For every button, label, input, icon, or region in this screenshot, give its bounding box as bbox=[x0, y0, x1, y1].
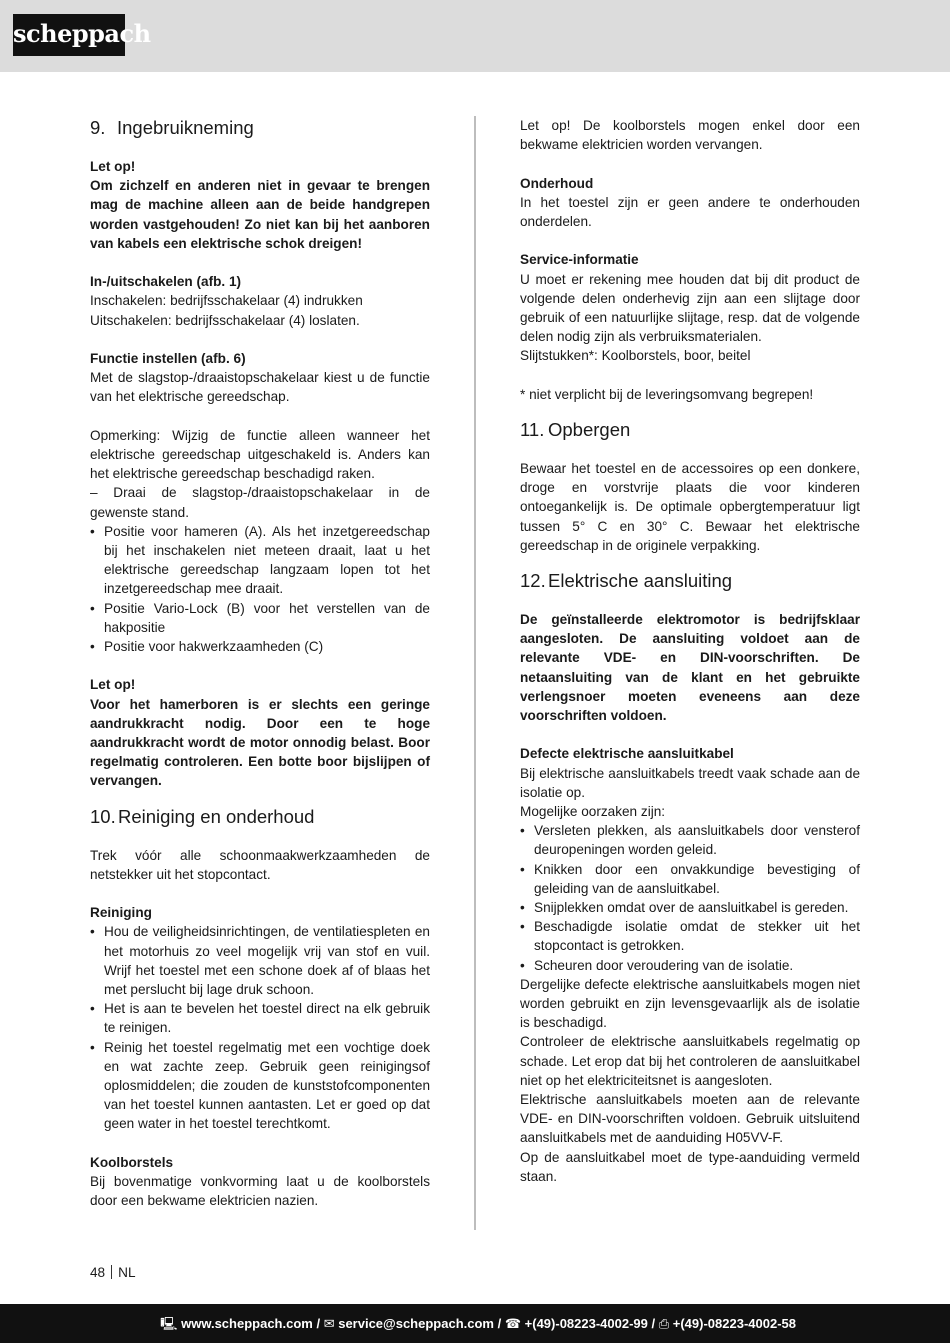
warning-text: Voor het hamerboren is er slechts een geringe aandrukkracht nodig. Door een te hoge aandrukkracht wordt de motor onnodig belast. Boor regelmatig controleren. Een botte boor bijslijpen of vervangen. bbox=[90, 696, 430, 789]
cable-paragraph: Op de aansluitkabel moet de type-aanduiding vermeld staan. bbox=[520, 1149, 860, 1184]
section-number: 11. bbox=[520, 419, 545, 440]
warning-label: Let op! bbox=[90, 159, 136, 174]
list-item: • Knikken door een onvakkundige bevestiging of geleiding van de aansluitkabel. bbox=[520, 860, 860, 898]
footer-email[interactable]: service@scheppach.com bbox=[338, 1316, 494, 1331]
connection-text: De geïnstalleerde elektromotor is bedrijfsklaar aangesloten. De aansluiting voldoet aan de relevante VDE- en DIN-voorschriften. De netaansluiting van de klant en het gebruikte verlengsnoer moeten eveneens aan deze voorschriften voldoen. bbox=[520, 612, 860, 724]
computer-icon: 🖳 bbox=[160, 1316, 178, 1331]
cable-paragraph: Elektrische aansluitkabels moeten aan de relevante VDE- en DIN-voorschriften voldoen. Gebruik uitsluitend aansluitkabels met de aanduiding H05VV-F. bbox=[520, 1092, 860, 1146]
cable-paragraph: Controleer de elektrische aansluitkabels regelmatig op schade. Let erop dat bij het controleren de aansluitkabel niet op het elektriciteitsnet is aangesloten. bbox=[520, 1034, 860, 1088]
fax-icon: ⎙ bbox=[658, 1316, 670, 1331]
list-item: • Positie Vario-Lock (B) voor het verstellen van de hakpositie bbox=[90, 599, 430, 637]
page-number-value: 48 bbox=[90, 1265, 106, 1280]
service-wear-parts: Slijtstukken*: Koolborstels, boor, beitel bbox=[520, 348, 751, 364]
cable-paragraph: Dergelijke defecte elektrische aansluitkabels mogen niet worden gebruikt en zijn levensgevaarlijk als de isolatie is beschadigd. bbox=[520, 976, 860, 1031]
position-list bbox=[90, 522, 430, 656]
section-12-heading bbox=[520, 569, 860, 593]
footer-fax: +(49)-08223-4002-58 bbox=[672, 1316, 796, 1331]
service-text: U moet er rekening mee houden dat bij dit product de volgende delen onderhevig zijn aan een slijtage door gebruik of een natuurlijke slijtage, resp. dat de volgende delen nodig zijn als verbruiksmaterialen. bbox=[520, 271, 860, 345]
left-column bbox=[90, 116, 430, 1210]
footer-separator: / bbox=[312, 1316, 324, 1331]
function-text: Met de slagstop-/draaistopschakelaar kiest u de functie van het elektrische gereedschap. bbox=[90, 370, 430, 405]
function-heading: Functie instellen (afb. 6) bbox=[90, 351, 246, 366]
brushes-text: Bij bovenmatige vonkvorming laat u de koolborstels door een bekwame elektricien nazien. bbox=[90, 1174, 430, 1209]
cleaning-heading: Reiniging bbox=[90, 905, 152, 921]
footer-separator: / bbox=[493, 1316, 505, 1331]
mail-icon: ✉ bbox=[323, 1316, 335, 1331]
warning-label: Let op! bbox=[90, 677, 136, 693]
phone-icon: ☎ bbox=[504, 1316, 522, 1331]
section-title: Opbergen bbox=[548, 419, 631, 440]
column-divider bbox=[474, 116, 476, 1230]
right-column bbox=[520, 116, 860, 1186]
service-heading: Service-informatie bbox=[520, 252, 639, 268]
cable-causes-label: Mogelijke oorzaken zijn: bbox=[520, 804, 666, 820]
note-step: – Draai de slagstop-/draaistopschakelaar in de gewenste stand. bbox=[90, 485, 430, 520]
footer-bar bbox=[0, 1304, 950, 1343]
list-item: • Snijplekken omdat over de aansluitkabel is gereden. bbox=[520, 898, 860, 917]
storage-text: Bewaar het toestel en de accessoires op een donkere, droge en vorstvrije plaats die voor kinderen ontoegankelijk is. De optimale opbergtemperatuur ligt tussen 5° C en 30° C. Bewaar het elektrische gereedschap in de originele verpakking. bbox=[520, 461, 860, 553]
page-number bbox=[90, 1265, 136, 1280]
scheppach-logo: scheppach bbox=[13, 14, 125, 56]
footer-phone: +(49)-08223-4002-99 bbox=[524, 1316, 648, 1331]
list-item: • Beschadigde isolatie omdat de stekker uit het stopcontact is getrokken. bbox=[520, 917, 860, 955]
section-11-heading bbox=[520, 418, 860, 442]
list-item: • Hou de veiligheidsinrichtingen, de ventilatiespleten en het motorhuis zo veel mogelijk vrij van stof en vuil. Wrijf het toestel met een schone doek af of blaas het met perslucht bij lage druk schoon. bbox=[90, 922, 430, 999]
note-text: Opmerking: Wijzig de functie alleen wanneer het elektrische gereedschap uitgeschakeld is. Anders kan het elektrische gereedschap beschadigd raken. bbox=[90, 427, 430, 482]
cable-intro: Bij elektrische aansluitkabels treedt vaak schade aan de isolatie op. bbox=[520, 765, 860, 800]
list-item: • Positie voor hameren (A). Als het inzetgereedschap bij het inschakelen niet meteen draait, laat u het elektrische gereedschap langzaam lopen tot het inzetgereedschap mee draait. bbox=[90, 522, 430, 599]
section-title: Elektrische aansluiting bbox=[548, 570, 733, 592]
list-item: • Reinig het toestel regelmatig met een vochtige doek en wat zachte zeep. Gebruik geen reinigingsof oplosmiddelen; die zouden de kunststofcomponenten van het toestel kunnen aantasten. Let er goed op dat geen water in het toestel terechtkomt. bbox=[90, 1038, 430, 1134]
section-10-heading bbox=[90, 805, 430, 829]
list-item: • Het is aan te bevelen het toestel direct na elk gebruik te reinigen. bbox=[90, 999, 430, 1037]
footer-website[interactable]: www.scheppach.com bbox=[181, 1316, 313, 1331]
maintenance-text: In het toestel zijn er geen andere te onderhouden onderdelen. bbox=[520, 194, 860, 229]
cleaning-list bbox=[90, 922, 430, 1133]
cable-heading: Defecte elektrische aansluitkabel bbox=[520, 746, 734, 762]
service-footnote: * niet verplicht bij de leveringsomvang begrepen! bbox=[520, 386, 814, 402]
brushes-note: Let op! De koolborstels mogen enkel door een bekwame elektricien worden vervangen. bbox=[520, 118, 860, 153]
page-language: NL bbox=[118, 1265, 136, 1280]
list-item: • Scheuren door veroudering van de isolatie. bbox=[520, 956, 860, 975]
section-number: 12. bbox=[520, 570, 546, 592]
maintenance-heading: Onderhoud bbox=[520, 175, 594, 191]
page-number-separator bbox=[111, 1265, 112, 1279]
brushes-heading: Koolborstels bbox=[90, 1154, 174, 1170]
switch-off-text: Uitschakelen: bedrijfsschakelaar (4) loslaten. bbox=[90, 312, 360, 328]
switch-heading: In-/uitschakelen (afb. 1) bbox=[90, 274, 242, 290]
section-title: Ingebruikneming bbox=[117, 117, 254, 138]
warning-text: Om zichzelf en anderen niet in gevaar te brengen mag de machine alleen aan de beide handgrepen worden vastgehouden! Zo niet kan bij het aanboren van kabels een elektrische schok dreigen! bbox=[90, 178, 430, 251]
list-item: • Versleten plekken, als aansluitkabels door vensterof deuropeningen worden geleid. bbox=[520, 821, 860, 859]
section-10-intro: Trek vóór alle schoonmaakwerkzaamheden de netstekker uit het stopcontact. bbox=[90, 847, 430, 882]
footer-contact bbox=[160, 1304, 796, 1343]
section-number: 10. bbox=[90, 805, 116, 827]
section-9-heading bbox=[90, 116, 430, 140]
section-title: Reiniging en onderhoud bbox=[118, 805, 315, 827]
footer-separator: / bbox=[647, 1316, 659, 1331]
list-item: • Positie voor hakwerkzaamheden (C) bbox=[90, 637, 430, 656]
header-band bbox=[0, 0, 950, 72]
cable-causes-list bbox=[520, 821, 860, 975]
section-number: 9. bbox=[90, 117, 106, 138]
switch-on-text: Inschakelen: bedrijfsschakelaar (4) indrukken bbox=[90, 293, 363, 309]
